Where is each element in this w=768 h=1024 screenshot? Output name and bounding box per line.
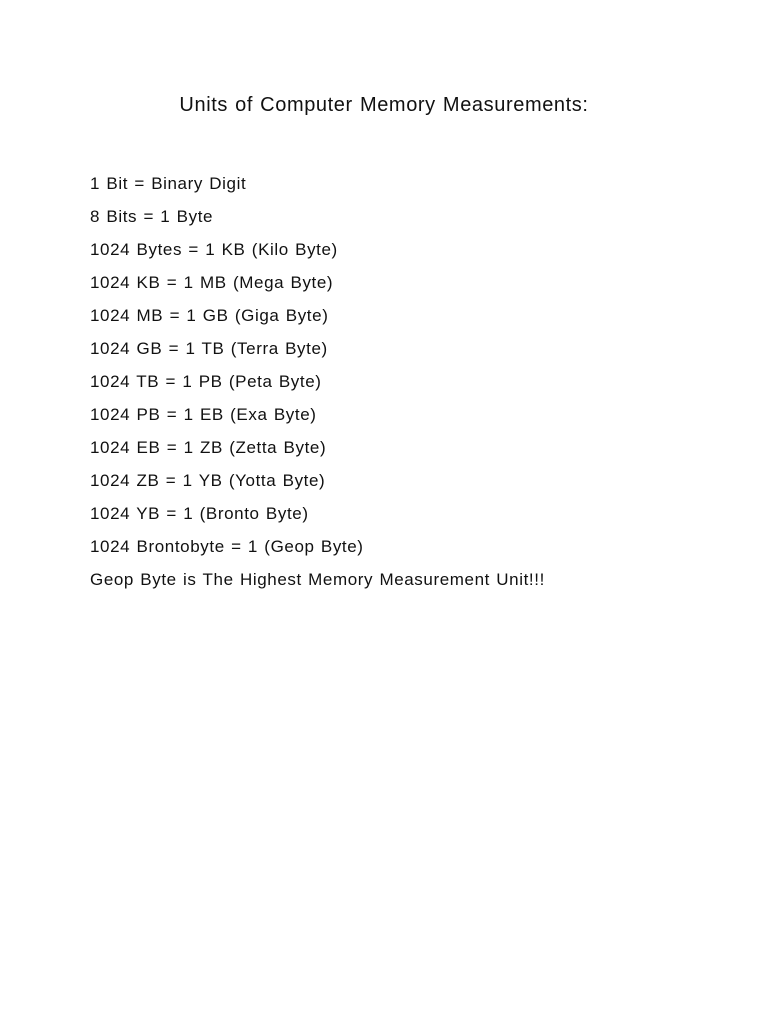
unit-line-byte: 8 Bits = 1 Byte <box>90 207 214 226</box>
unit-line-yottabyte: 1024 ZB = 1 YB (Yotta Byte) <box>90 471 326 490</box>
unit-line-gigabyte: 1024 MB = 1 GB (Giga Byte) <box>90 306 329 325</box>
unit-line-brontobyte: 1024 YB = 1 (Bronto Byte) <box>90 504 309 523</box>
unit-line-kilobyte: 1024 Bytes = 1 KB (Kilo Byte) <box>90 240 338 259</box>
unit-line-terabyte: 1024 GB = 1 TB (Terra Byte) <box>90 339 328 358</box>
unit-line-bit: 1 Bit = Binary Digit <box>90 174 247 193</box>
unit-line-petabyte: 1024 TB = 1 PB (Peta Byte) <box>90 372 322 391</box>
unit-line-zettabyte: 1024 EB = 1 ZB (Zetta Byte) <box>90 438 327 457</box>
unit-line-geopbyte: 1024 Brontobyte = 1 (Geop Byte) <box>90 537 364 556</box>
unit-line-megabyte: 1024 KB = 1 MB (Mega Byte) <box>90 273 334 292</box>
unit-list <box>90 167 545 596</box>
document-title: Units of Computer Memory Measurements: <box>179 94 589 116</box>
closing-statement: Geop Byte is The Highest Memory Measurement Unit!!! <box>90 570 545 589</box>
unit-line-exabyte: 1024 PB = 1 EB (Exa Byte) <box>90 405 317 424</box>
